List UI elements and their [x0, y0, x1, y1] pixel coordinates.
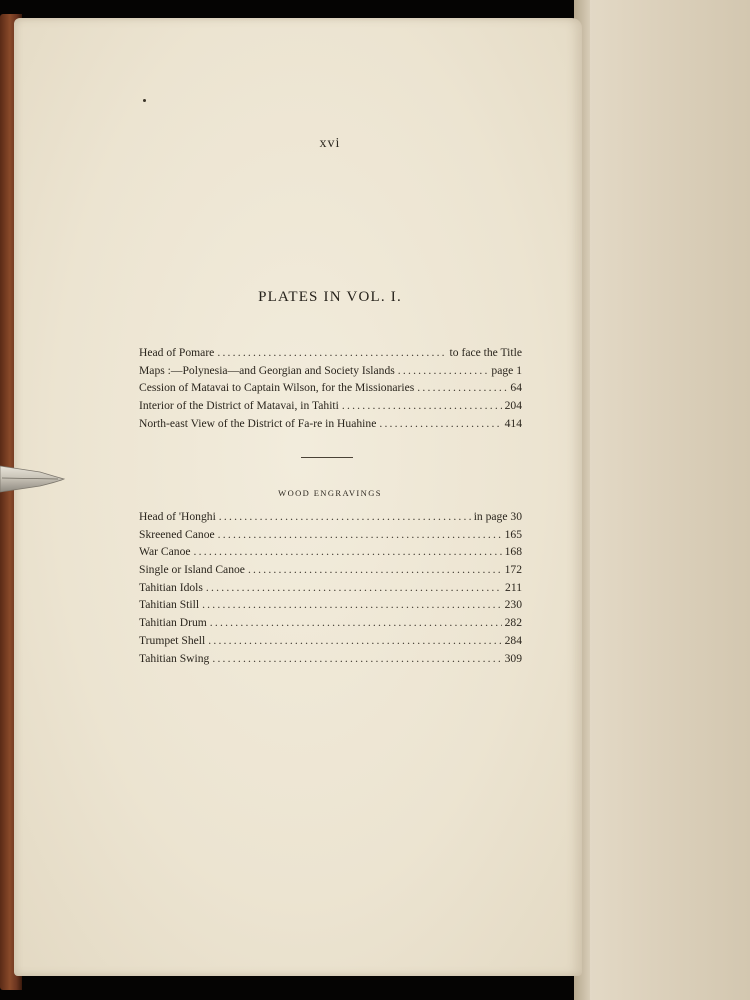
item-page: 282: [504, 616, 522, 630]
list-item: [139, 563, 522, 581]
item-label: Maps :—Polynesia—and Georgian and Society Islands: [139, 363, 395, 377]
engravings-list: [139, 510, 522, 669]
item-label: Tahitian Still: [139, 598, 200, 612]
item-page: 165: [504, 527, 522, 541]
item-page: page 1: [491, 363, 522, 377]
item-label: Single or Island Canoe: [139, 563, 245, 577]
item-page: 414: [504, 416, 522, 430]
item-label: Head of 'Honghi: [139, 510, 216, 523]
item-label: North-east View of the District of Fa-re in Huahine: [139, 416, 377, 430]
section-divider: [301, 457, 353, 458]
plates-list: [139, 346, 522, 434]
item-page: in page 30: [473, 510, 522, 523]
dot-leader: [210, 616, 502, 629]
page-title: PLATES IN VOL. I.: [258, 289, 402, 305]
dot-leader: [202, 598, 502, 611]
list-item: [139, 417, 522, 435]
dot-leader: [248, 563, 502, 576]
ink-speck: [143, 99, 146, 102]
list-item: [139, 634, 522, 652]
item-label: Tahitian Swing: [139, 651, 210, 665]
item-page: 211: [505, 580, 522, 594]
dot-leader: [218, 528, 502, 541]
section-heading: WOOD ENGRAVINGS: [278, 488, 382, 498]
item-label: Cession of Matavai to Captain Wilson, for the Missionaries: [139, 381, 415, 395]
item-label: Tahitian Idols: [139, 580, 203, 594]
dot-leader: [208, 634, 501, 647]
item-label: Interior of the District of Matavai, in Tahiti: [139, 399, 339, 413]
dot-leader: [194, 545, 502, 558]
dot-leader: [417, 381, 507, 394]
list-item: [139, 364, 522, 382]
list-item: [139, 581, 522, 599]
list-item: [139, 346, 522, 364]
item-label: Head of Pomare: [139, 346, 215, 359]
item-label: Trumpet Shell: [139, 633, 206, 647]
item-page: 204: [504, 399, 522, 413]
dot-leader: [379, 417, 501, 430]
list-item: [139, 616, 522, 634]
list-item: [139, 381, 522, 399]
dot-leader: [398, 364, 489, 377]
dot-leader: [212, 652, 501, 665]
list-item: [139, 545, 522, 563]
item-label: Skreened Canoe: [139, 527, 215, 541]
dot-leader: [206, 581, 502, 594]
list-item: [139, 528, 522, 546]
item-label: Tahitian Drum: [139, 616, 207, 630]
item-page: 64: [510, 381, 522, 395]
list-item: [139, 652, 522, 670]
dot-leader: [217, 346, 446, 359]
item-page: 172: [504, 563, 522, 577]
bookmark-clip: [0, 462, 66, 496]
item-page: 168: [504, 545, 522, 559]
item-page: 284: [504, 633, 522, 647]
item-page: to face the Title: [449, 346, 522, 359]
list-item: [139, 510, 522, 528]
item-page: 309: [504, 651, 522, 665]
item-page: 230: [504, 598, 522, 612]
dot-leader: [219, 510, 471, 523]
list-item: [139, 598, 522, 616]
item-label: War Canoe: [139, 545, 191, 559]
list-item: [139, 399, 522, 417]
page-number: xvi: [319, 136, 341, 151]
dot-leader: [342, 399, 502, 412]
